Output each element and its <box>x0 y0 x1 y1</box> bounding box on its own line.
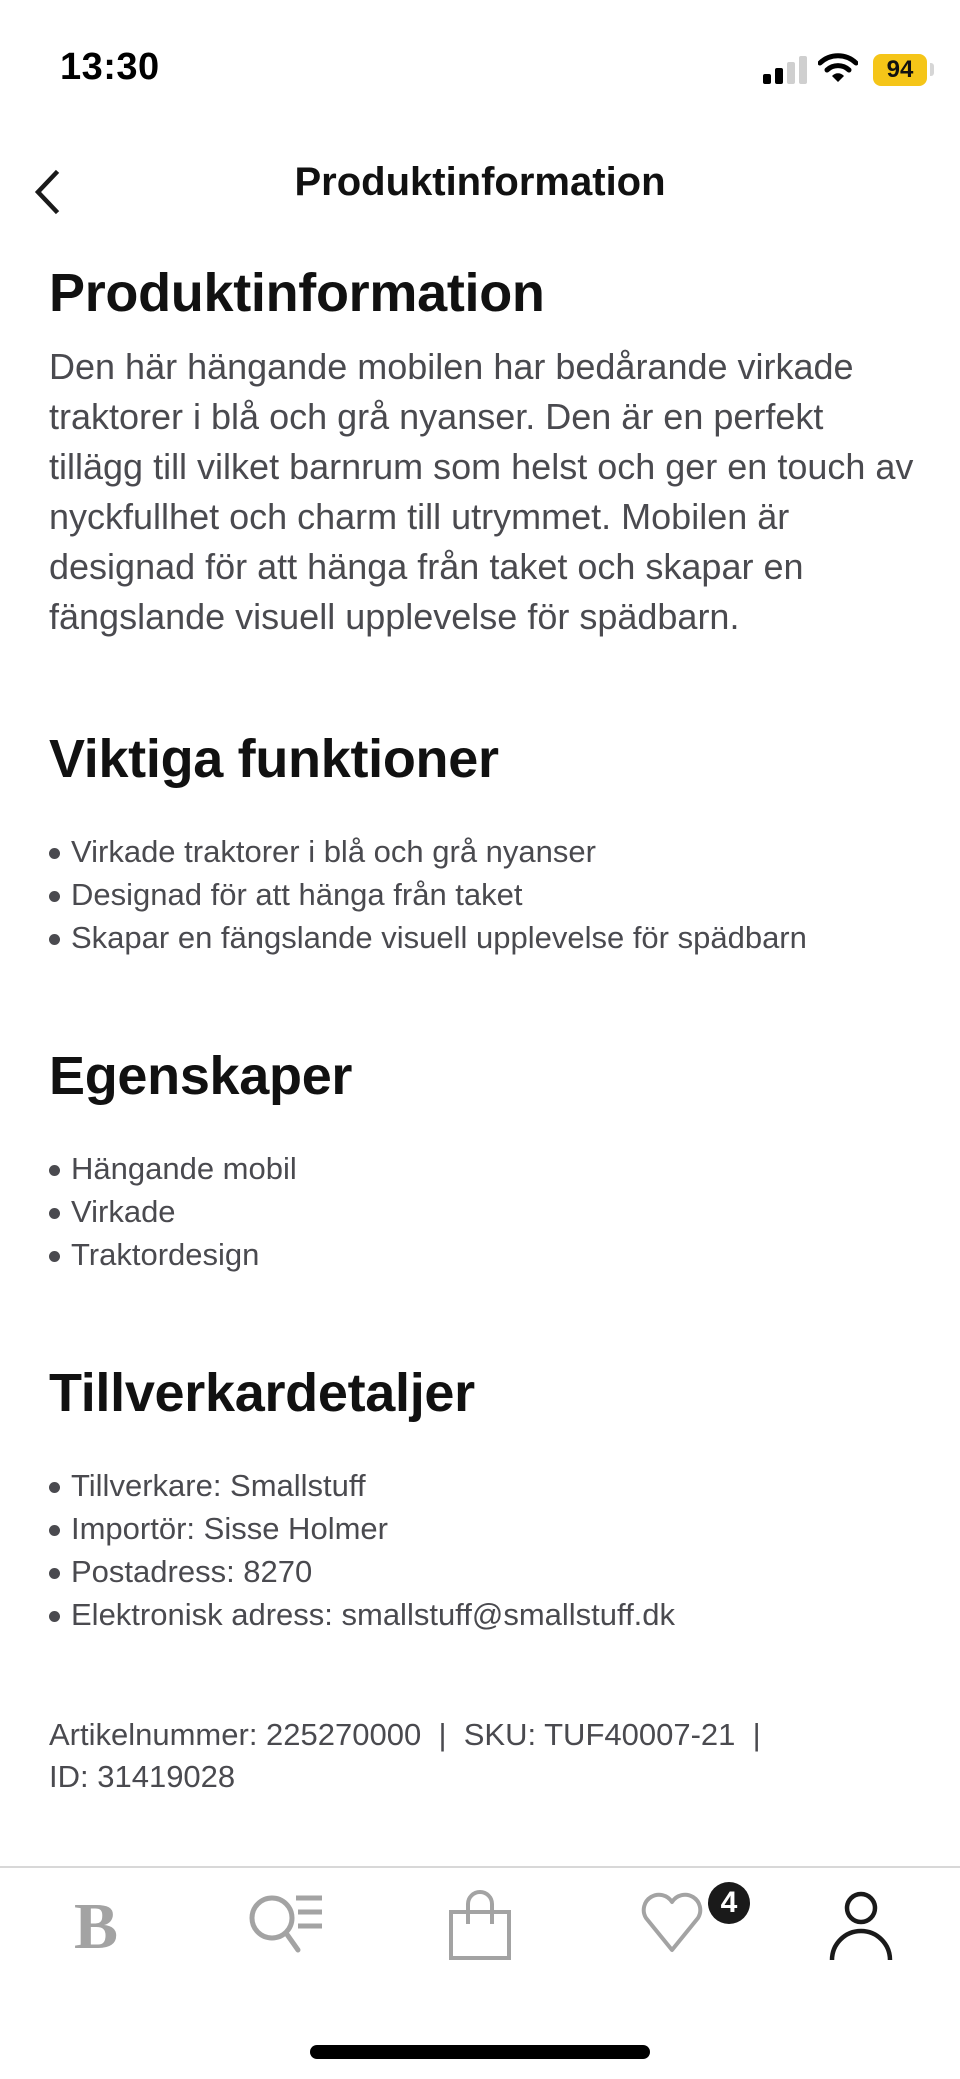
list-item: Tillverkare: Smallstuff <box>49 1464 919 1507</box>
list-item: Elektronisk adress: smallstuff@smallstuff.dk <box>49 1593 919 1636</box>
heart-icon <box>638 1888 708 1958</box>
status-bar <box>0 0 960 120</box>
battery-icon: 94 <box>873 54 927 86</box>
section-key-features <box>49 726 919 959</box>
section-title: Egenskaper <box>49 1046 353 1106</box>
article-sku-line: Artikelnummer: 225270000 | SKU: TUF40007-21 | <box>49 1717 761 1752</box>
cellular-signal-icon <box>763 58 807 84</box>
list-item: Hängande mobil <box>49 1147 919 1190</box>
brand-b-logo-icon <box>72 1894 128 1954</box>
list-item: Importör: Sisse Holmer <box>49 1507 919 1550</box>
wifi-icon <box>818 52 858 84</box>
manufacturer-list <box>49 1464 919 1636</box>
section-title: Viktiga funktioner <box>49 729 499 789</box>
list-item: Virkade <box>49 1190 919 1233</box>
list-item: Designad för att hänga från taket <box>49 873 919 916</box>
nav-header <box>0 150 960 220</box>
person-icon <box>826 1888 896 1963</box>
status-time: 13:30 <box>60 46 160 88</box>
tab-profile[interactable] <box>826 1888 906 1968</box>
tab-favorites[interactable] <box>638 1886 738 1968</box>
svg-text:B: B <box>74 1894 119 1954</box>
product-description: Den här hängande mobilen har bedårande virkade traktorer i blå och grå nyanser. Den är en perfekt tillägg till vilket barnrum som helst och ger en touch av nyckfullhet och charm till utrymmet. Mobilen är designad för att hänga från taket och skapar en fängslande visuell upplevelse för spädbarn. <box>49 346 914 637</box>
favorites-count-badge: 4 <box>708 1882 750 1924</box>
product-info-content <box>49 260 919 1798</box>
page-title: Produktinformation <box>49 263 545 323</box>
list-item: Virkade traktorer i blå och grå nyanser <box>49 830 919 873</box>
section-title: Tillverkardetaljer <box>49 1363 475 1423</box>
battery-tip <box>930 63 934 76</box>
section-properties <box>49 1043 919 1276</box>
tab-search[interactable] <box>246 1888 326 1968</box>
product-id-line: ID: 31419028 <box>49 1759 236 1794</box>
feature-list <box>49 830 919 959</box>
nav-title: Produktinformation <box>294 160 666 204</box>
home-indicator[interactable] <box>310 2045 650 2059</box>
section-manufacturer <box>49 1360 919 1636</box>
product-identifiers <box>49 1714 919 1798</box>
list-item: Postadress: 8270 <box>49 1550 919 1593</box>
tab-home[interactable] <box>72 1888 152 1968</box>
list-item: Skapar en fängslande visuell upplevelse för spädbarn <box>49 916 919 959</box>
tab-cart[interactable] <box>446 1888 526 1968</box>
search-list-icon <box>246 1888 326 1958</box>
bottom-tab-bar <box>0 1866 960 1988</box>
list-item: Traktordesign <box>49 1233 919 1276</box>
shopping-bag-icon <box>446 1888 516 1963</box>
properties-list <box>49 1147 919 1276</box>
